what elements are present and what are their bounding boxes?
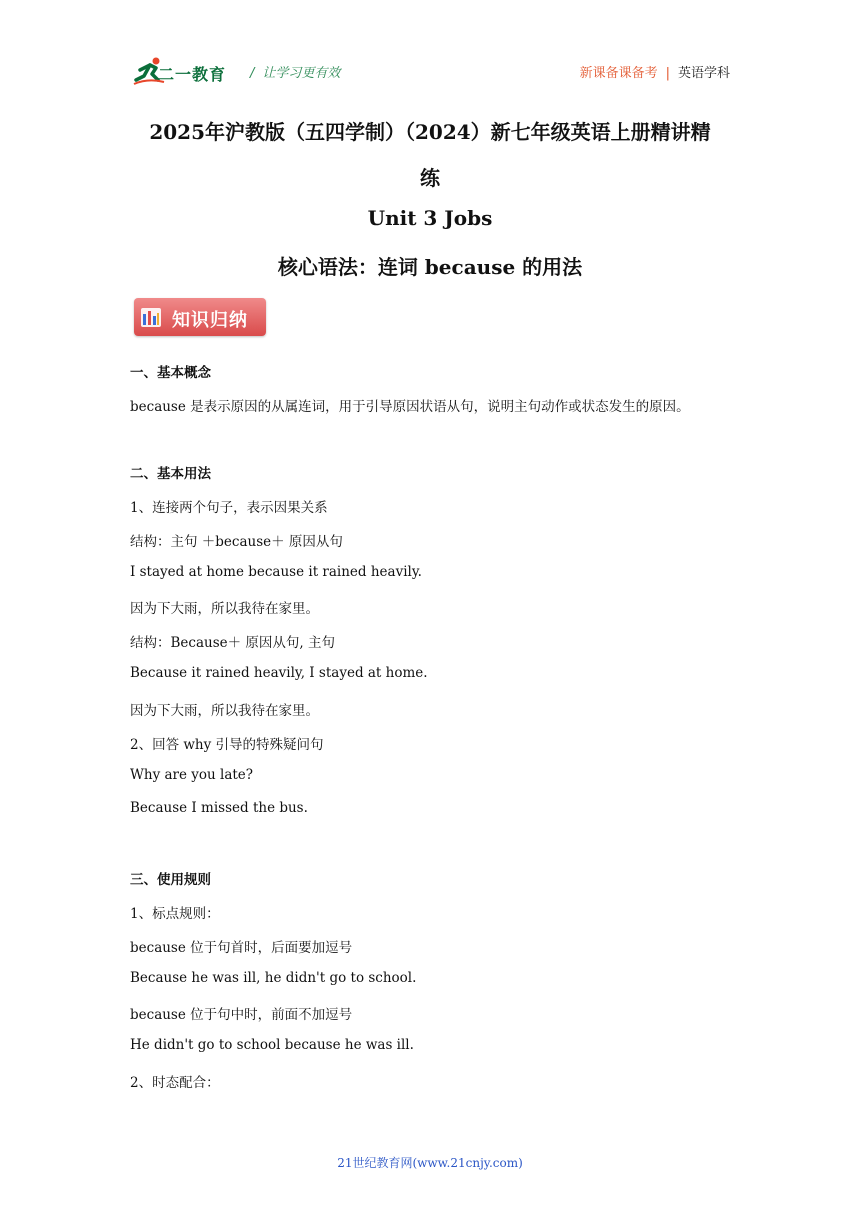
header-tag-prep: 新课备课备考 <box>579 66 658 81</box>
doc-title-line2: 练 <box>420 166 440 190</box>
paragraph-line: because 位于句中时，前面不加逗号 <box>130 1007 353 1023</box>
paragraph-line: 因为下大雨，所以我待在家里。 <box>130 601 319 617</box>
page-header <box>130 54 730 90</box>
paragraph-line: because 位于句首时，后面要加逗号 <box>130 940 353 956</box>
paragraph-line: Why are you late? <box>130 767 254 783</box>
section-heading-rules: 三、使用规则 <box>130 872 211 888</box>
paragraph-line: because 是表示原因的从属连词，用于引导原因状语从句，说明主句动作或状态发生的原因。 <box>130 399 690 415</box>
paragraph-line: I stayed at home because it rained heavily. <box>130 564 422 580</box>
topic-title: 核心语法：连词 because 的用法 <box>277 255 583 279</box>
paragraph-line: 结构：Because＋ 原因从句, 主句 <box>130 635 336 651</box>
unit-title: Unit 3 Jobs <box>367 206 493 230</box>
slogan-text: 让学习更有效 <box>262 66 341 81</box>
badge-label: 知识归纳 <box>172 310 248 331</box>
doc-title-line1: 2025年沪教版（五四学制）（2024）新七年级英语上册精讲精 <box>149 120 711 144</box>
paragraph-line: 结构：主句 ＋because＋ 原因从句 <box>130 534 343 550</box>
paragraph-line: Because I missed the bus. <box>130 800 308 816</box>
paragraph-line: 因为下大雨，所以我待在家里。 <box>130 703 319 719</box>
section-heading-concept: 一、基本概念 <box>130 365 211 381</box>
paragraph-line: 1、连接两个句子，表示因果关系 <box>130 500 328 516</box>
slogan-slash: / <box>250 66 255 81</box>
section-heading-usage: 二、基本用法 <box>130 466 211 482</box>
brand-logo <box>130 56 240 90</box>
slogan <box>250 62 340 81</box>
knowledge-badge <box>134 298 266 336</box>
paragraph-line: 1、标点规则： <box>130 906 220 922</box>
brand-name: 二一教育 <box>158 65 227 84</box>
header-separator: | <box>665 66 670 81</box>
page-footer: 21世纪教育网(www.21cnjy.com) <box>337 1156 523 1170</box>
paragraph-line: 2、时态配合： <box>130 1075 220 1091</box>
header-tag-subject: 英语学科 <box>677 66 730 81</box>
paragraph-line: He didn't go to school because he was ill. <box>130 1037 414 1053</box>
paragraph-line: Because he was ill, he didn't go to school. <box>130 970 417 986</box>
book-icon <box>140 305 162 329</box>
header-tags <box>580 62 730 81</box>
paragraph-line: 2、回答 why 引导的特殊疑问句 <box>130 737 324 753</box>
paragraph-line: Because it rained heavily, I stayed at home. <box>130 665 428 681</box>
